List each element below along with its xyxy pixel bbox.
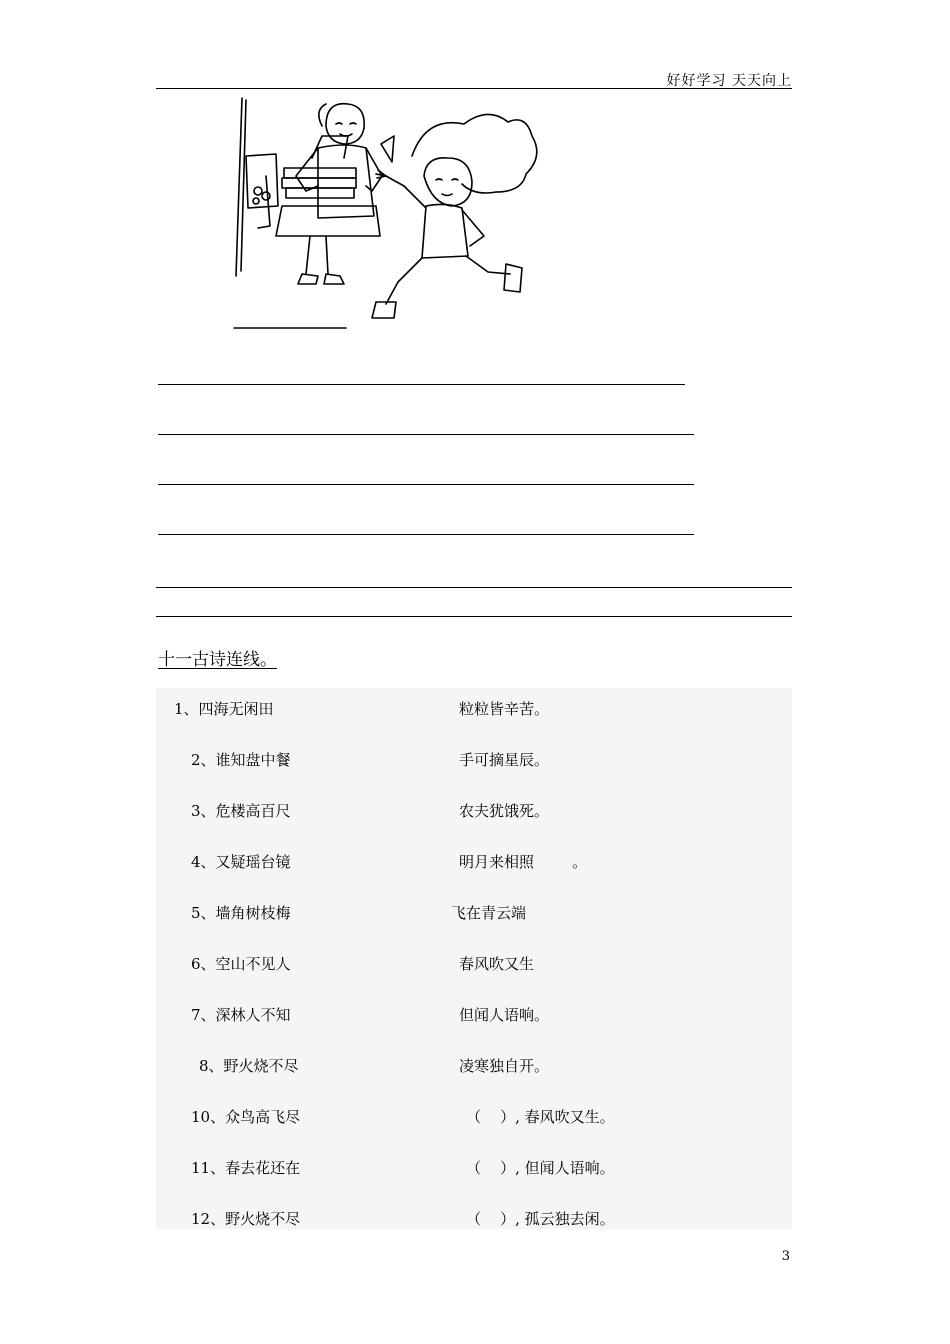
poem-row <box>156 1106 792 1134</box>
poem-second-line: 农夫犹饿死。 <box>459 802 550 820</box>
poem-second-line: 凌寒独自开。 <box>459 1057 550 1075</box>
poem-second-line: （ ）, 但闻人语响。 <box>466 1159 615 1177</box>
page-number: 3 <box>781 1249 790 1264</box>
poem-second-line: （ ）, 孤云独去闲。 <box>466 1210 615 1228</box>
poem-second-line: 明月来相照 。 <box>459 853 588 871</box>
poem-row <box>156 1208 792 1236</box>
poem-matching-box <box>156 688 792 1229</box>
poem-first-line: 1、四海无闲田 <box>174 700 274 718</box>
poem-first-line: 11、春去花还在 <box>191 1159 301 1177</box>
poem-first-line: 6、空山不见人 <box>191 955 291 973</box>
poem-row <box>156 800 792 828</box>
answer-line-3 <box>158 484 694 485</box>
poem-first-line: 2、谁知盘中餐 <box>191 751 291 769</box>
poem-first-line: 4、又疑瑶台镜 <box>191 853 291 871</box>
answer-line-1 <box>158 384 685 385</box>
poem-first-line: 3、危楼高百尺 <box>191 802 291 820</box>
shop-scene-illustration-icon <box>226 96 556 336</box>
poem-second-line: 但闻人语响。 <box>459 1006 550 1024</box>
poem-first-line: 10、众鸟高飞尽 <box>191 1108 301 1126</box>
poem-first-line: 12、野火烧不尽 <box>191 1210 301 1228</box>
answer-line-6 <box>156 616 792 617</box>
poem-first-line: 8、野火烧不尽 <box>199 1057 299 1075</box>
poem-first-line: 7、深林人不知 <box>191 1006 291 1024</box>
poem-row <box>156 1004 792 1032</box>
poem-row <box>156 953 792 981</box>
poem-row <box>156 902 792 930</box>
poem-second-line: （ ）, 春风吹又生。 <box>466 1108 615 1126</box>
poem-row <box>156 749 792 777</box>
poem-row <box>156 1157 792 1185</box>
poem-second-line: 春风吹又生 <box>459 955 535 973</box>
section-title: 十一古诗连线。 <box>158 650 277 670</box>
answer-line-4 <box>158 534 694 535</box>
answer-line-5 <box>156 587 792 588</box>
header-rule <box>156 88 792 89</box>
poem-row <box>156 1055 792 1083</box>
poem-first-line: 5、墙角树枝梅 <box>191 904 291 922</box>
header-text: 好好学习 天天向上 <box>666 73 792 89</box>
poem-second-line: 飞在青云端 <box>451 904 527 922</box>
poem-row <box>156 698 792 726</box>
poem-second-line: 粒粒皆辛苦。 <box>459 700 550 718</box>
poem-row <box>156 851 792 879</box>
poem-second-line: 手可摘星辰。 <box>459 751 550 769</box>
answer-line-2 <box>158 434 694 435</box>
